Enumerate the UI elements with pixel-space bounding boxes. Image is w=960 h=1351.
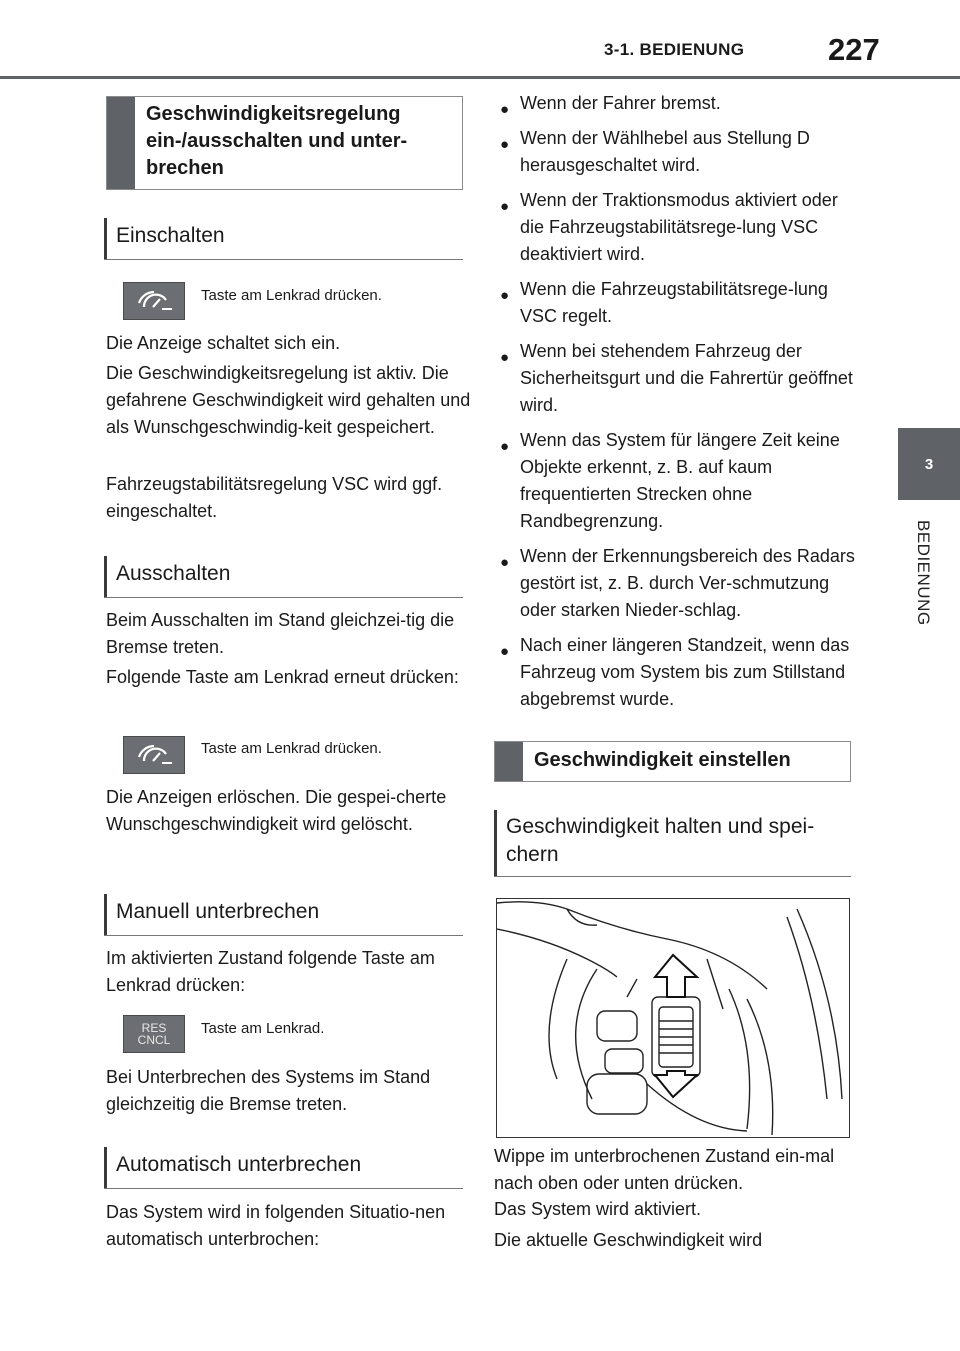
- bullet-icon: ●: [500, 554, 510, 571]
- subheading-rule: [104, 597, 463, 598]
- list-item: ● Wenn das System für längere Zeit keine Objekte erkennt, z. B. auf kaum frequentierten Strecken ohne Randbegrenzung.: [500, 430, 840, 531]
- subheading-text: Ausschalten: [116, 562, 231, 585]
- bullet-icon: ●: [500, 349, 510, 366]
- paragraph: Das System wird aktiviert.: [494, 1199, 702, 1219]
- subheading-rule: [494, 876, 851, 877]
- paragraph: Folgende Taste am Lenkrad erneut drücken:: [106, 667, 459, 687]
- subheading-bar: [104, 1147, 107, 1189]
- section-heading-speed-setting: [494, 741, 851, 782]
- section-heading-bar: [107, 97, 135, 189]
- subheading-manuell: [104, 894, 463, 936]
- page-number: 227: [828, 32, 880, 67]
- paragraph: Die Geschwindigkeitsregelung ist aktiv. Die gefahrene Geschwindigkeit wird gehalten und als Wunschgeschwindig-keit gespeichert.: [106, 363, 471, 437]
- cruise-control-button-icon: [123, 282, 185, 320]
- cruise-control-button-icon: [123, 736, 185, 774]
- subheading-bar: [104, 218, 107, 260]
- chapter-tab: [898, 428, 960, 500]
- list-item: ● Wenn der Wählhebel aus Stellung D herausgeschaltet wird.: [500, 128, 810, 175]
- subheading-halten-speichern: [494, 810, 851, 877]
- section-heading-cruise-on-off: [106, 96, 463, 190]
- subheading-automatisch: [104, 1147, 463, 1189]
- paragraph: Im aktivierten Zustand folgende Taste am Lenkrad drücken:: [106, 948, 435, 995]
- interruption-conditions-list: [496, 90, 856, 721]
- list-item: ● Nach einer längeren Standzeit, wenn das Fahrzeug vom System bis zum Stillstand abgebremst wurde.: [500, 635, 850, 709]
- subheading-bar: [494, 810, 497, 877]
- subheading-rule: [104, 935, 463, 936]
- chapter-number: 3: [924, 455, 934, 473]
- running-header-section: 3-1. BEDIENUNG: [604, 40, 745, 59]
- subheading-text: Geschwindigkeit halten und spei-chern: [506, 815, 815, 866]
- subheading-einschalten: [104, 218, 463, 260]
- list-item: ● Wenn der Traktionsmodus aktiviert oder die Fahrzeugstabilitätsrege-lung VSC deaktiviert wird.: [500, 190, 838, 264]
- header-divider: [0, 76, 960, 79]
- section-heading-line: ein-/ausschalten und unter-: [146, 130, 408, 152]
- paragraph: Bei Unterbrechen des Systems im Stand gleichzeitig die Bremse treten.: [106, 1067, 431, 1114]
- subheading-rule: [104, 259, 463, 260]
- subheading-bar: [104, 556, 107, 598]
- bullet-icon: ●: [500, 136, 510, 153]
- subheading-ausschalten: [104, 556, 463, 598]
- bullet-icon: ●: [500, 101, 510, 118]
- subheading-text: Manuell unterbrechen: [116, 900, 320, 923]
- steering-wheel-illustration: [497, 899, 849, 1137]
- button-caption: Taste am Lenkrad drücken.: [201, 740, 382, 757]
- list-item: ● Wenn der Erkennungsbereich des Radars gestört ist, z. B. durch Ver-schmutzung oder starken Nieder-schlag.: [500, 546, 855, 620]
- paragraph: Die aktuelle Geschwindigkeit wird: [494, 1230, 763, 1250]
- bullet-icon: ●: [500, 438, 510, 455]
- subheading-bar: [104, 894, 107, 936]
- steering-wheel-rocker-illustration: [496, 898, 850, 1138]
- paragraph: Die Anzeige schaltet sich ein.: [106, 333, 341, 353]
- button-caption: Taste am Lenkrad.: [201, 1020, 325, 1037]
- bullet-icon: ●: [500, 643, 510, 660]
- speedometer-icon: [124, 737, 184, 773]
- paragraph: Wippe im unterbrochenen Zustand ein-mal nach oben oder unten drücken.: [494, 1146, 835, 1193]
- cncl-label: CNCL: [137, 1033, 171, 1047]
- section-heading-text: Geschwindigkeit einstellen: [534, 749, 791, 771]
- section-heading-line: brechen: [146, 157, 224, 179]
- paragraph: Das System wird in folgenden Situatio-nen automatisch unterbrochen:: [106, 1202, 446, 1249]
- list-item: ● Wenn die Fahrzeugstabilitätsrege-lung VSC regelt.: [500, 279, 828, 326]
- button-caption: Taste am Lenkrad drücken.: [201, 287, 382, 304]
- paragraph: Die Anzeigen erlöschen. Die gespei-cherte Wunschgeschwindigkeit wird gelöscht.: [106, 787, 447, 834]
- list-item: ● Wenn der Fahrer bremst.: [496, 90, 856, 117]
- section-heading-bar: [495, 742, 523, 781]
- subheading-text: Einschalten: [116, 224, 225, 247]
- bullet-icon: ●: [500, 198, 510, 215]
- res-label: RES: [141, 1021, 167, 1035]
- bullet-icon: ●: [500, 287, 510, 304]
- list-item: ● Wenn bei stehendem Fahrzeug der Sicherheitsgurt und die Fahrertür geöffnet wird.: [500, 341, 853, 415]
- chapter-label: BEDIENUNG: [914, 520, 933, 626]
- section-heading-line: Geschwindigkeitsregelung: [146, 103, 401, 125]
- speedometer-icon: [124, 283, 184, 319]
- subheading-text: Automatisch unterbrechen: [116, 1153, 362, 1176]
- paragraph: Beim Ausschalten im Stand gleichzei-tig die Bremse treten.: [106, 610, 455, 657]
- paragraph: Fahrzeugstabilitätsregelung VSC wird ggf. eingeschaltet.: [106, 474, 443, 521]
- res-cncl-button-icon: [123, 1015, 185, 1053]
- subheading-rule: [104, 1188, 463, 1189]
